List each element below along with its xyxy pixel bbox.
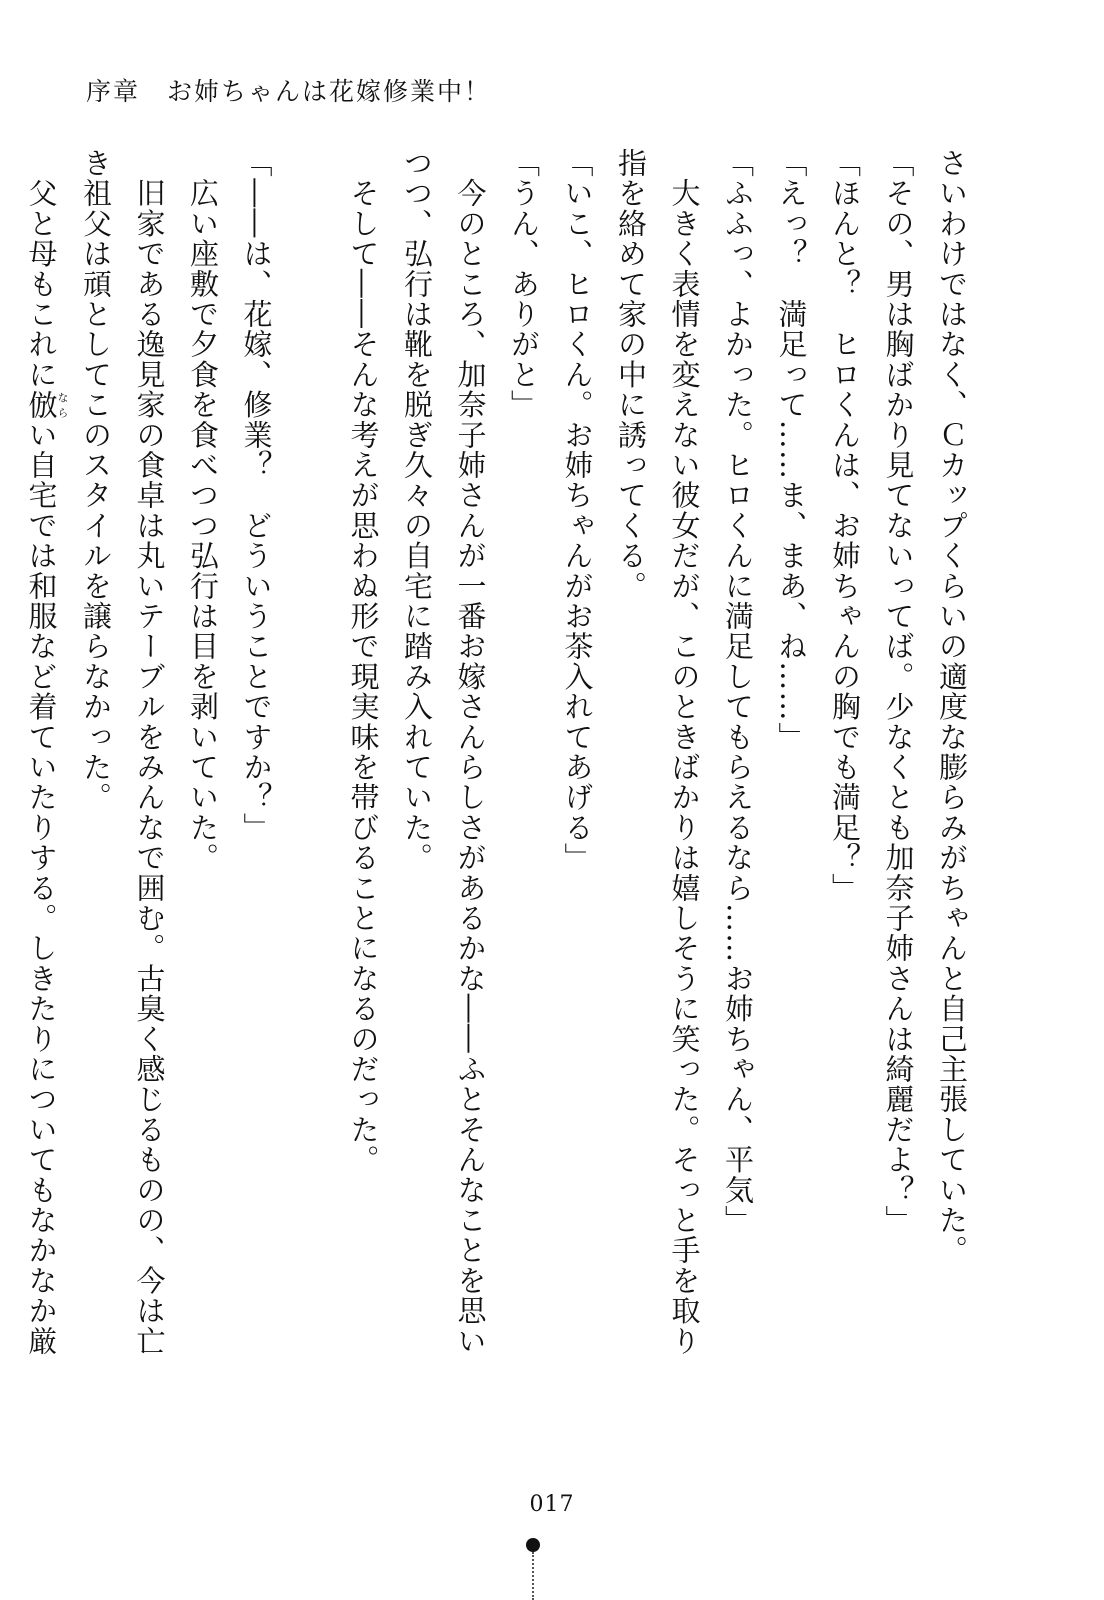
text-line: 「うん、ありがと」 — [507, 148, 541, 420]
ruby-reading: なら — [56, 389, 69, 420]
page-dot-ornament — [526, 1538, 540, 1552]
text-line: 「えっ？ 満足って……ま、まあ、ね……」 — [774, 148, 809, 752]
ruby-after: い自宅では和服など着ていたりする。しきたりについてもなかなか厳 — [24, 419, 59, 1357]
text-line: 「――は、花嫁、修業？ どういうことですか？」 — [239, 148, 274, 843]
text-line: 指を絡めて家の中に誘ってくる。 — [614, 148, 648, 601]
text-line: 「ほんと？ ヒロくんは、お姉ちゃんの胸でも満足？」 — [828, 148, 862, 903]
text-line: 「その、男は胸ばかり見てないってば。少なくとも加奈子姉さんは綺麗だよ？」 — [881, 148, 916, 1236]
page-number: 017 — [529, 1492, 575, 1517]
body-text — [14, 148, 978, 1388]
text-line: き祖父は頑としてこのスタイルを譲らなかった。 — [79, 148, 113, 813]
running-head: 序章 お姉ちゃんは花嫁修業中！ — [86, 77, 492, 106]
text-line: 「ふふっ、よかった。ヒロくんに満足してもらえるなら……お姉ちゃん、平気」 — [721, 148, 755, 1236]
text-line: さいわけではなく、Ｃカップくらいの適度な膨らみがちゃんと自己主張していた。 — [935, 148, 969, 1266]
text-line: 旧家である逸見家の食卓は丸いテーブルをみんなで囲む。古臭く感じるものの、今は亡 — [132, 148, 167, 1356]
text-line: つつ、弘行は靴を脱ぎ久々の自宅に踏み入れていた。 — [400, 148, 434, 873]
page-tail-ornament — [532, 1552, 534, 1600]
text-line: 「いこ、ヒロくん。お姉ちゃんがお茶入れてあげる」 — [560, 148, 595, 873]
text-line: 大きく表情を変えない彼女だが、このときばかりは嬉しそうに笑った。そっと手を取り — [667, 148, 702, 1356]
text-line: 広い座敷で夕食を食べつつ弘行は目を剥いていた。 — [186, 148, 220, 873]
ruby-base: 倣 — [24, 389, 59, 420]
blank-line — [283, 148, 337, 1388]
ruby-word — [24, 389, 69, 420]
text-line: 今のところ、加奈子姉さんが一番お嫁さんらしさがあるかな――ふとそんなことを思い — [453, 148, 488, 1356]
text-line-with-ruby — [14, 148, 69, 1388]
ruby-before: 父と母もこれに — [24, 148, 59, 390]
text-line: そして――そんな考えが思わぬ形で現実味を帯びることになるのだった。 — [346, 148, 381, 1175]
